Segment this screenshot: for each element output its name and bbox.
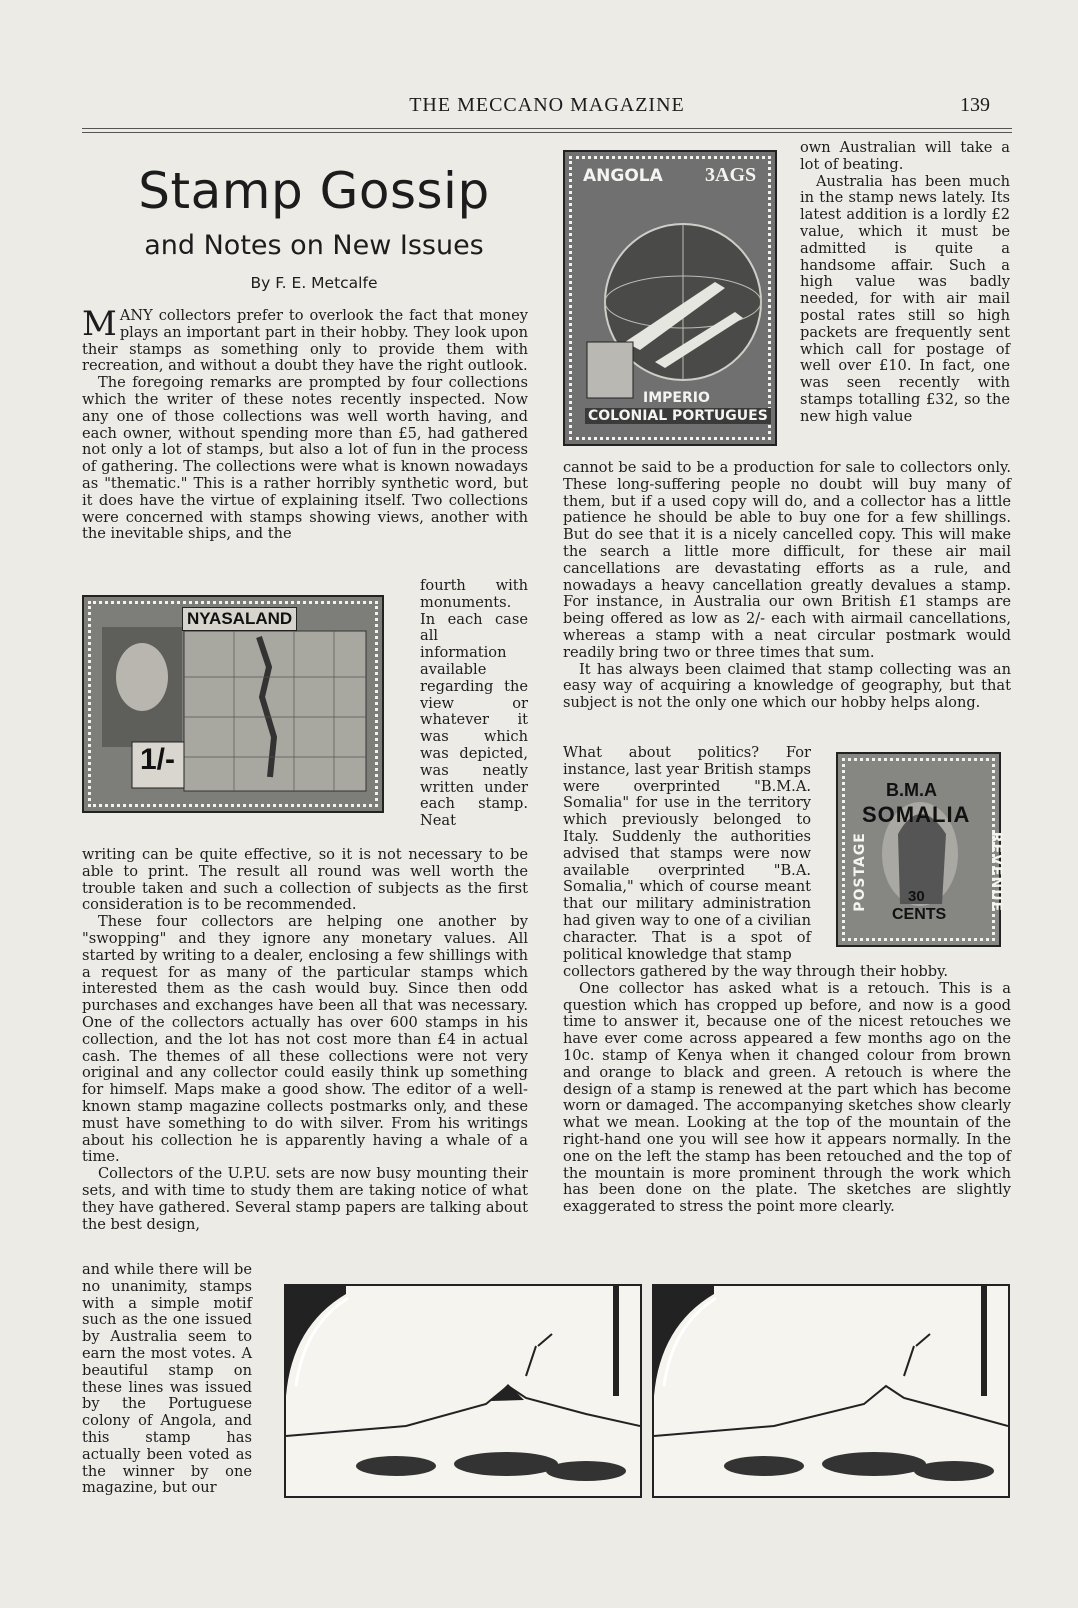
paragraph: These four collectors are helping one another by "swopping" and they ignore any monetary values. All started by writing to a dealer, enclosing a few shillings with a request for as many of the particular stamps which interested them as the cash would buy. Since then odd purchases and exchanges have been all that was necessary. One of the collectors actually has over 600 stamps in his collection, and the lot has not cost more than £4 in actual cash. The themes of all these collections were not very original and any collector could easily think up something for himself. Maps make a good show. The editor of a well-known stamp magazine collects postmarks only, and these must have something to do with silver. From his writings about his collection he is apparently having a whale of a time. bbox=[82, 913, 528, 1166]
paragraph: and while there will be no unanimity, stamps with a simple motif such as the one issued by Australia seem to earn the most votes. A beautiful stamp on these lines was issued by the Portuguese colony of Angola, and this stamp has actually been voted as the winner by one magazine, but our bbox=[82, 1261, 252, 1497]
retouch-sketch-right bbox=[652, 1284, 1010, 1498]
paragraph: own Australian will take a lot of beating. bbox=[800, 139, 1010, 173]
nyasaland-stamp-image bbox=[82, 595, 384, 813]
col1-narrow-text bbox=[420, 578, 528, 830]
stamp-country-label: ANGOLA bbox=[583, 166, 663, 186]
stamp-overprint: SOMALIA bbox=[862, 802, 971, 827]
paragraph: fourth with monuments. In each case all information available regarding the view or whatever it was which was depicted, was neatly written under each stamp. Neat bbox=[420, 577, 528, 830]
magazine-title: THE MECCANO MAGAZINE bbox=[409, 94, 685, 116]
paragraph: One collector has asked what is a retouch. This is a question which has cropped up before, and now is a good time to answer it, because one of the nicest retouches we have ever come across appeared a few months ago on the 10c. stamp of Kenya when it changed colour from brown and orange to black and green. A retouch is where the design of a stamp is renewed at the part which has become worn or damaged. The accompanying sketches show clearly what we mean. Looking at the top of the mountain of the right-hand one you will see how it appears normally. In the one on the left the stamp has been retouched and the top of the mountain is more prominent through the work which has been done on the plate. The sketches are slightly exaggerated to stress the point more clearly. bbox=[563, 979, 1011, 1216]
stamp-value-label: 1/- bbox=[140, 743, 176, 776]
paragraph: cannot be said to be a production for sale to collectors only. These long-suffering people no doubt will buy many of them, but if a used copy will do, and a collector has a little patience he should be able to buy one for a few shillings. But do see that it is a nicely cancelled copy. This will make the search a little more difficult, for these air mail cancellations are devastating efforts as a rule, and nowadays a heavy cancellation greatly devalues a stamp. For instance, in Australia our own British £1 stamps are being offered as low as 2/- each with airmail cancellations, whereas a stamp with a neat circular postmark would readily bring two or three times that sum. bbox=[563, 459, 1011, 661]
paragraph: ANY collectors prefer to overlook the fact that money plays an important part in their hobby. They look upon their stamps as something only to provide them with recreation, and without a doubt they have the right outlook. bbox=[82, 307, 528, 375]
col2-top-text bbox=[800, 140, 1010, 426]
col2-mid-text bbox=[563, 460, 1011, 712]
page-header bbox=[82, 92, 1012, 122]
col1-top-text bbox=[82, 304, 528, 543]
stamp-value-label: CENTS bbox=[892, 906, 947, 923]
stamp-inscription: POSTAGE bbox=[851, 832, 868, 912]
stamp-country-label: NYASALAND bbox=[182, 607, 297, 631]
col2-narrow-text bbox=[563, 745, 811, 963]
col1-mid-text bbox=[82, 847, 528, 1233]
col1-bottom-text bbox=[82, 1262, 252, 1497]
stamp-inscription: COLONIAL PORTUGUES bbox=[585, 408, 771, 424]
stamp-inscription: REVENUE bbox=[988, 831, 1005, 913]
stamp-inscription: IMPERIO bbox=[643, 390, 710, 406]
paragraph: writing can be quite effective, so it is not necessary to be able to print. The result all round was well worth the trouble taken and such a collection of subjects as the first consideration is to be recommended. bbox=[82, 846, 528, 914]
stamp-value-label: 30 bbox=[908, 888, 925, 905]
paragraph: Collectors of the U.P.U. sets are now busy mounting their sets, and with time to study them are taking notice of what they have gathered. Several stamp papers are talking about the best design, bbox=[82, 1165, 528, 1233]
angola-stamp-image bbox=[563, 150, 777, 446]
stamp-overprint: B.M.A bbox=[886, 780, 937, 800]
mountain-sketch bbox=[654, 1286, 1008, 1496]
header-rule-thin bbox=[82, 132, 1012, 133]
paragraph: Australia has been much in the stamp news lately. Its latest addition is a lordly £2 value, which it must be admitted is quite a handsome affair. Such a high value was badly needed, for with air mail postal rates still so high packets are frequently sent which call for postage of well over £10. In fact, one was seen recently with stamps totalling £32, so the new high value bbox=[800, 172, 1010, 425]
paragraph: The foregoing remarks are prompted by four collections which the writer of these notes recently inspected. Now any one of those collections was well worth having, and each owner, without spending more than £5, had gathered not only a lot of stamps, but also a lot of fun in the process of gathering. The collections were what is known nowadays as "thematic." This is a rather horribly synthetic word, but it does have the virtue of explaining itself. Two collections were concerned with stamps showing views, another with the inevitable ships, and the bbox=[82, 374, 528, 543]
mountain-sketch bbox=[286, 1286, 640, 1496]
page-number: 139 bbox=[960, 94, 990, 116]
dropcap: M bbox=[82, 304, 117, 344]
article-title: Stamp Gossip bbox=[138, 162, 490, 220]
stamp-value-label: 3AGS bbox=[705, 164, 757, 186]
article-byline: By F. E. Metcalfe bbox=[250, 274, 378, 292]
article-subtitle: and Notes on New Issues bbox=[144, 230, 484, 261]
paragraph: collectors gathered by the way through their hobby. bbox=[563, 963, 949, 980]
header-rule bbox=[82, 128, 1012, 129]
paragraph: What about politics? For instance, last year British stamps were overprinted "B.M.A. Somalia" for use in the territory which previously belonged to Italy. Suddenly the authorities advised that stamps were now available overprinted "B.A. Somalia," which of course meant that our military administration had given way to one of a civilian character. That is a spot of political knowledge that stamp bbox=[563, 744, 811, 963]
paragraph: It has always been claimed that stamp collecting was an easy way of acquiring a knowledge of geography, but that subject is not the only one which our hobby helps along. bbox=[563, 660, 1011, 712]
col2-bottom-text bbox=[563, 964, 1011, 1216]
somalia-stamp-image bbox=[836, 752, 1005, 947]
retouch-sketch-left bbox=[284, 1284, 642, 1498]
